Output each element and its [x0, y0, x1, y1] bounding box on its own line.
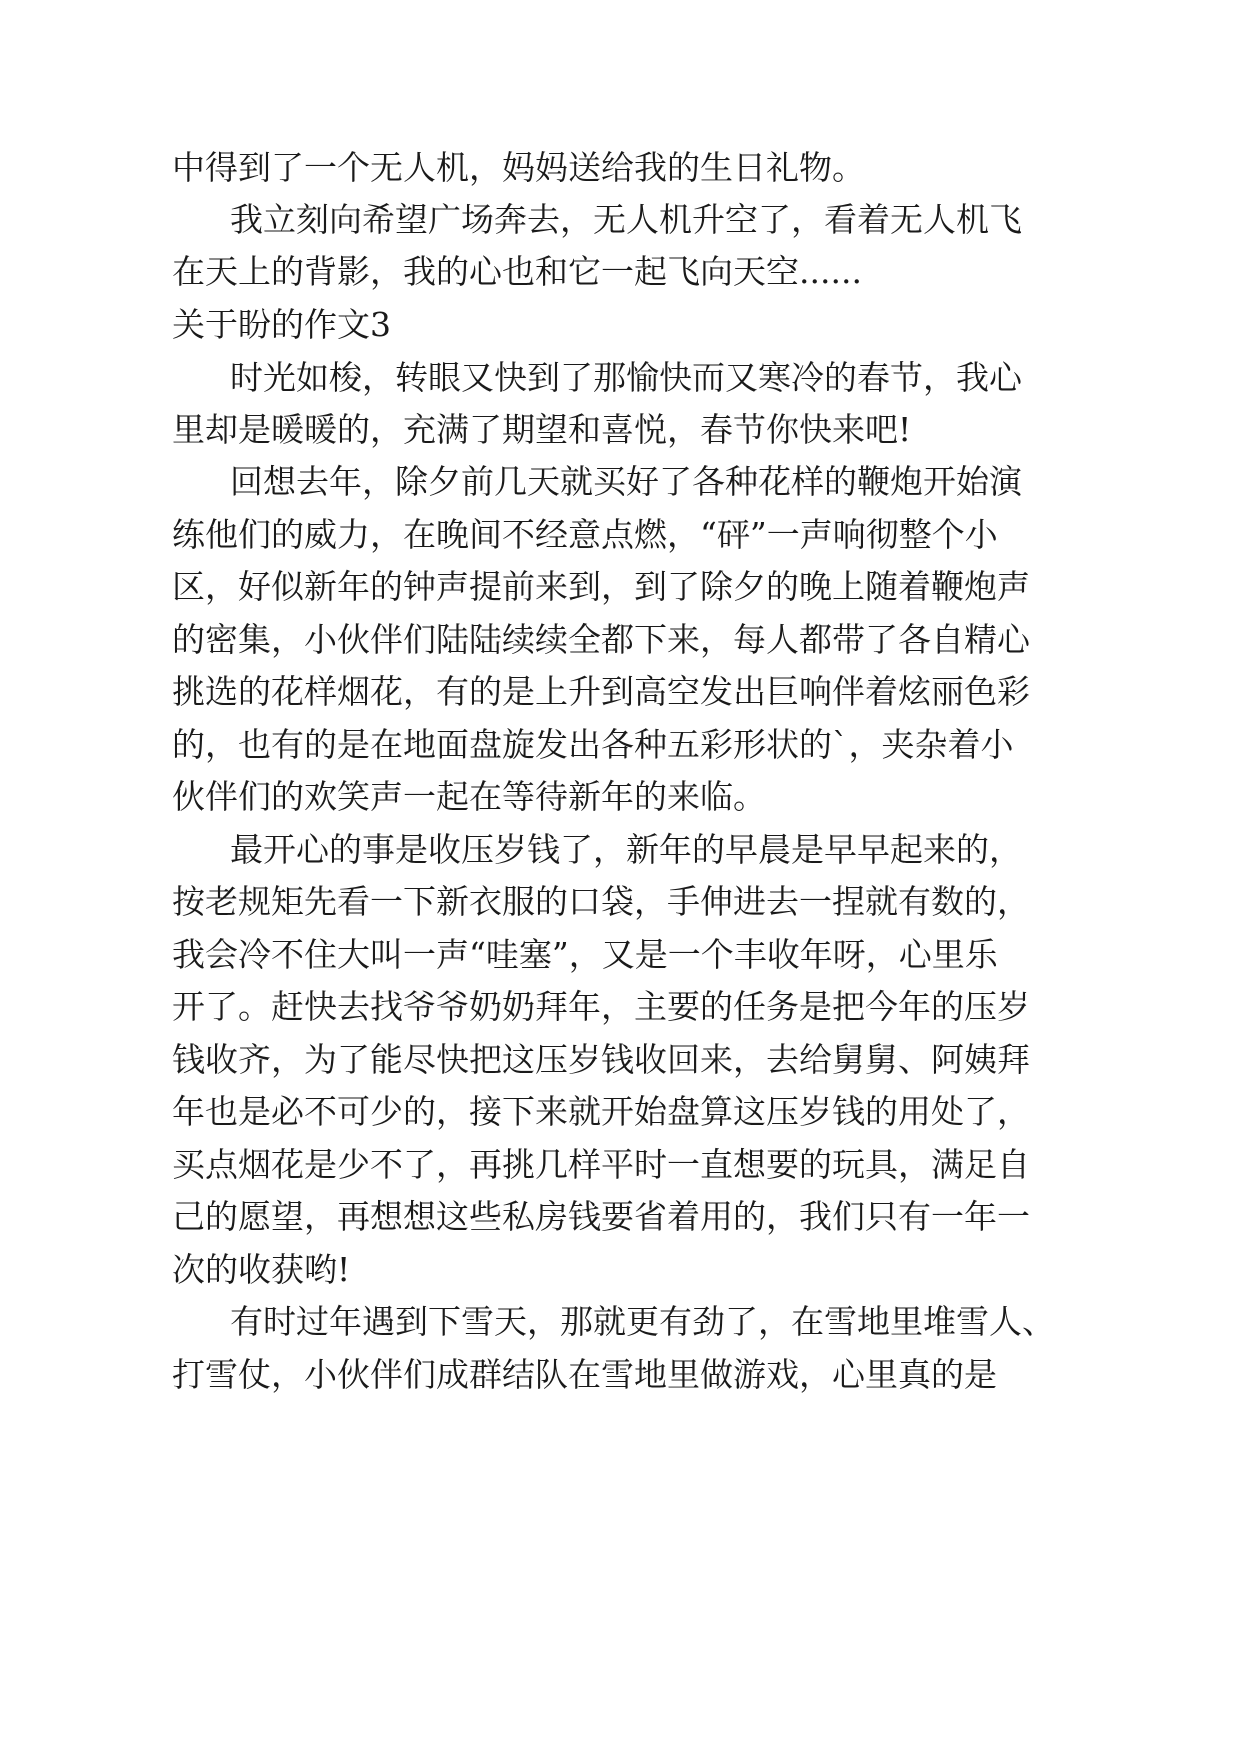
text-line: 次的收获哟!	[172, 1250, 351, 1289]
text-line: 的，也有的是在地面盘旋发出各种五彩形状的`，夹杂着小	[172, 725, 1014, 764]
text-line: 在天上的背影，我的心也和它一起飞向天空......	[172, 252, 862, 291]
text-line: 按老规矩先看一下新衣服的口袋，手伸进去一捏就有数的，	[172, 882, 1030, 921]
text-line: 我会冷不住大叫一声“哇塞”，又是一个丰收年呀，心里乐	[172, 935, 998, 974]
text-line: 挑选的花样烟花，有的是上升到高空发出巨响伴着炫丽色彩	[172, 672, 1030, 711]
section-heading: 关于盼的作文3	[172, 305, 391, 344]
text-line: 有时过年遇到下雪天，那就更有劲了，在雪地里堆雪人、	[230, 1302, 1055, 1341]
text-line: 的密集，小伙伴们陆陆续续全都下来，每人都带了各自精心	[172, 620, 1030, 659]
text-line: 最开心的事是收压岁钱了，新年的早晨是早早起来的，	[230, 830, 1022, 869]
text-line: 区，好似新年的钟声提前来到，到了除夕的晚上随着鞭炮声	[172, 567, 1030, 606]
text-line: 时光如梭，转眼又快到了那愉快而又寒冷的春节，我心	[230, 358, 1022, 397]
text-line: 年也是必不可少的，接下来就开始盘算这压岁钱的用处了，	[172, 1092, 1030, 1131]
text-line: 中得到了一个无人机，妈妈送给我的生日礼物。	[172, 148, 865, 187]
text-line: 买点烟花是少不了，再挑几样平时一直想要的玩具，满足自	[172, 1145, 1030, 1184]
text-line: 己的愿望，再想想这些私房钱要省着用的，我们只有一年一	[172, 1197, 1030, 1236]
text-line: 回想去年，除夕前几天就买好了各种花样的鞭炮开始演	[230, 462, 1022, 501]
text-line: 里却是暖暖的，充满了期望和喜悦，春节你快来吧!	[172, 410, 912, 449]
text-line: 练他们的威力，在晚间不经意点燃，“砰”一声响彻整个小	[172, 515, 998, 554]
text-line: 打雪仗，小伙伴们成群结队在雪地里做游戏，心里真的是	[172, 1355, 997, 1394]
text-line: 开了。赶快去找爷爷奶奶拜年，主要的任务是把今年的压岁	[172, 987, 1030, 1026]
text-line: 钱收齐，为了能尽快把这压岁钱收回来，去给舅舅、阿姨拜	[172, 1040, 1030, 1079]
text-line: 伙伴们的欢笑声一起在等待新年的来临。	[172, 777, 766, 816]
text-line: 我立刻向希望广场奔去，无人机升空了，看着无人机飞	[230, 200, 1022, 239]
